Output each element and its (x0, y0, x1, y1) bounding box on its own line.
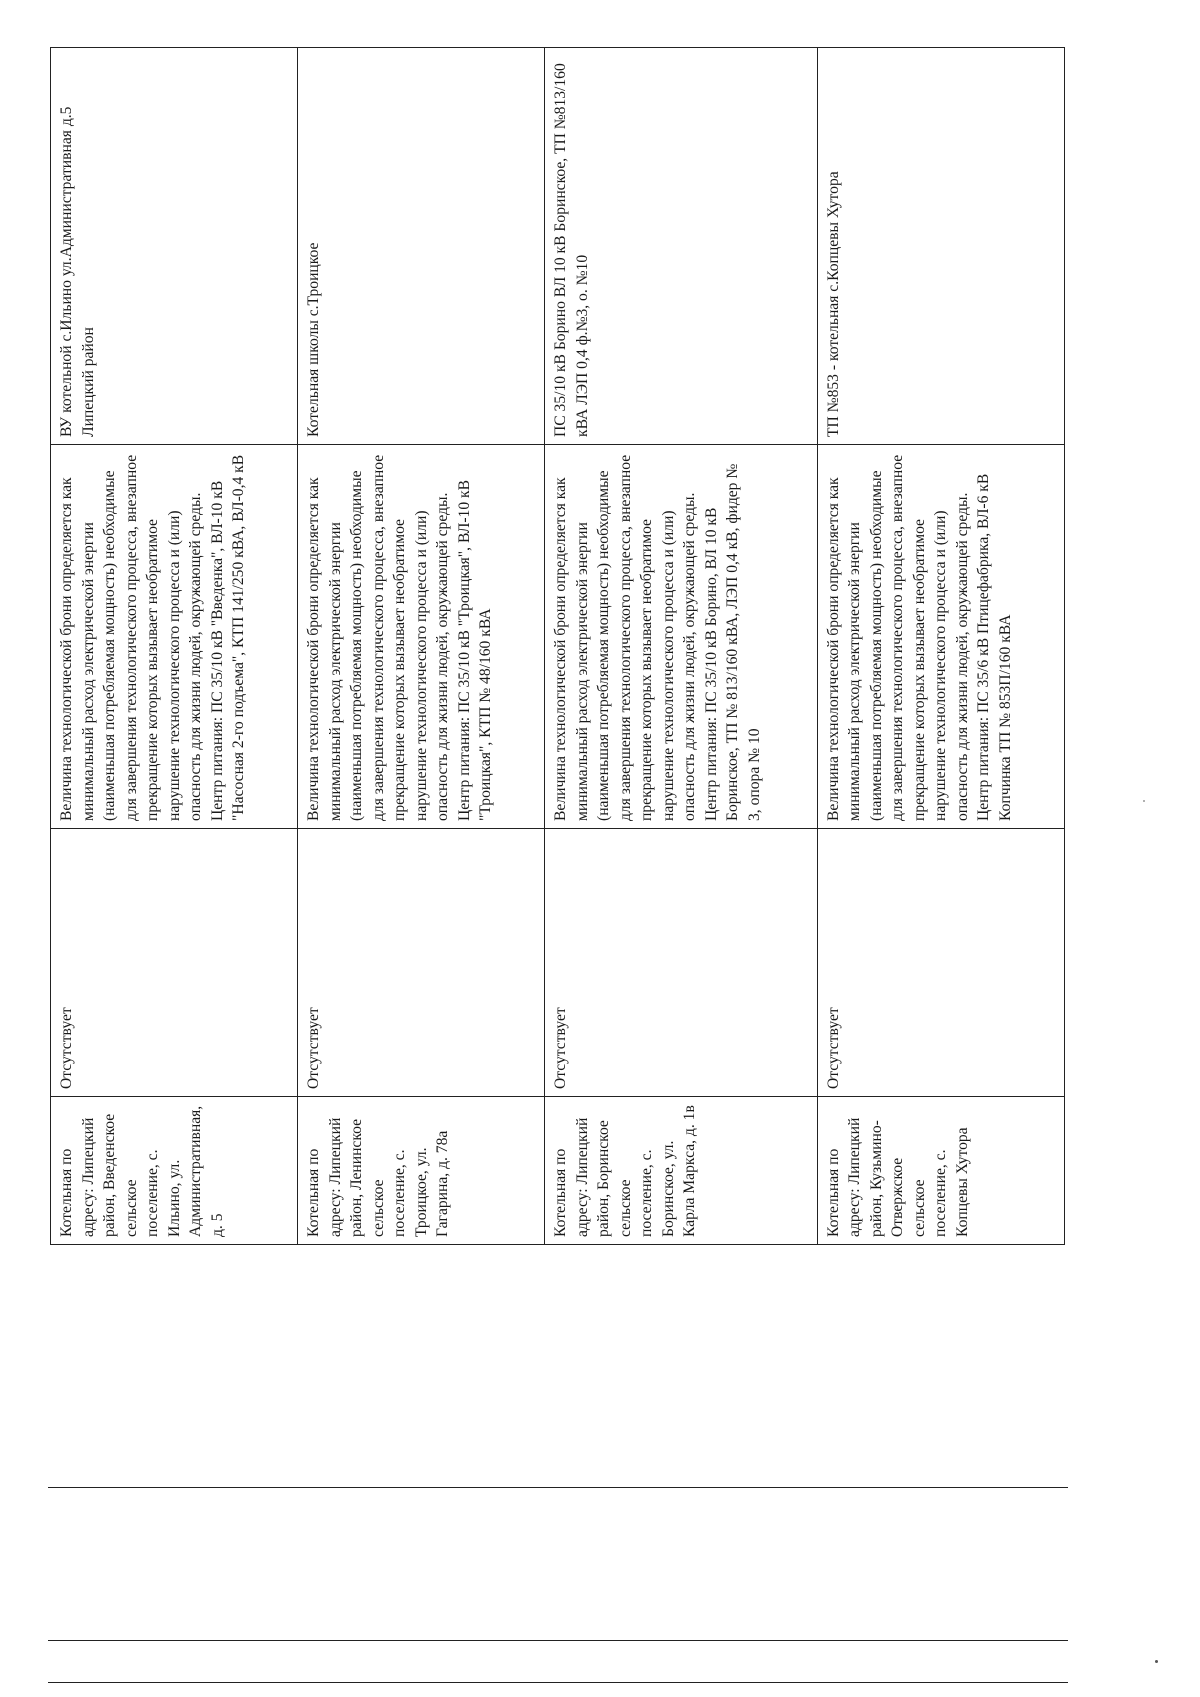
tech-reserve-cell: Величина технологической брони определяется как минимальный расход электрической энергии (наименьшая потребляемая мощность) необходимые для завершения технологического процесса, внезапное прекращение которых вызывает необратимое нарушение технологического процесса и (или) опасность для жизни людей, окружающей среды. Центр питания: ПС 35/10 кВ "Введенка", ВЛ-10 кВ "Насосная 2-го подъема", КТП 141/250 кВА, ВЛ-0,4 кВ (51, 445, 298, 829)
address-cell: Котельная по адресу: Липецкий район, Кузьмино-Отвержское сельское поселение, с. Копцевы Хутора (817, 1097, 1064, 1245)
address-cell: Котельная по адресу: Липецкий район, Введенское сельское поселение, с. Ильино, ул. Административная, д. 5 (51, 1097, 298, 1245)
ruled-line (48, 1640, 1068, 1641)
address-cell: Котельная по адресу: Липецкий район, Ленинское сельское поселение, с. Троицкое, ул. Гагарина, д. 78а (298, 1097, 545, 1245)
table-row (51, 48, 298, 1245)
power-feed-cell: ПС 35/10 кВ Борино ВЛ 10 кВ Боринское, ТП №813/160 кВА ЛЭП 0,4 ф.№3, о. №10 (545, 48, 818, 445)
status-cell: Отсутствует (817, 829, 1064, 1097)
scan-speck (1143, 800, 1145, 802)
scan-speck (1155, 1660, 1158, 1663)
boiler-reserve-table (50, 47, 1065, 1245)
power-feed-cell: Котельная школы с.Троицкое (298, 48, 545, 445)
power-feed-cell: ВУ котельной с.Ильино ул.Административная д.5 Липецкий район (51, 48, 298, 445)
table-row (817, 48, 1064, 1245)
rotated-table-container (50, 48, 1065, 1245)
table-row (298, 48, 545, 1245)
tech-reserve-cell: Величина технологической брони определяется как минимальный расход электрической энергии (наименьшая потребляемая мощность) необходимые для завершения технологического процесса, внезапное прекращение которых вызывает необратимое нарушение технологического процесса и (или) опасность для жизни людей, окружающей среды. Центр питания: ПС 35/10 кВ "Троицкая", ВЛ-10 кВ "Троицкая", КТП № 48/160 кВА (298, 445, 545, 829)
ruled-line (48, 1487, 1068, 1488)
tech-reserve-cell: Величина технологической брони определяется как минимальный расход электрической энергии (наименьшая потребляемая мощность) необходимые для завершения технологического процесса, внезапное прекращение которых вызывает необратимое нарушение технологического процесса и (или) опасность для жизни людей, окружающей среды. Центр питания: ПС 35/6 кВ Птицефабрика, ВЛ-6 кВ Копчинка ТП № 853П/160 кВА (817, 445, 1064, 829)
status-cell: Отсутствует (51, 829, 298, 1097)
tech-reserve-cell: Величина технологической брони определяется как минимальный расход электрической энергии (наименьшая потребляемая мощность) необходимые для завершения технологического процесса, внезапное прекращение которых вызывает необратимое нарушение технологического процесса и (или) опасность для жизни людей, окружающей среды. Центр питания: ПС 35/10 кВ Борино, ВЛ 10 кВ Боринское, ТП № 813/160 кВА, ЛЭП 0,4 кВ, фидер № 3, опора № 10 (545, 445, 818, 829)
table-row (545, 48, 818, 1245)
address-cell: Котельная по адресу: Липецкий район, Боринское сельское поселение, с. Боринское, ул. Карла Маркса, д. 1в (545, 1097, 818, 1245)
ruled-line (48, 1682, 1068, 1683)
status-cell: Отсутствует (545, 829, 818, 1097)
power-feed-cell: ТП №853 - котельная с.Копцевы Хутора (817, 48, 1064, 445)
status-cell: Отсутствует (298, 829, 545, 1097)
